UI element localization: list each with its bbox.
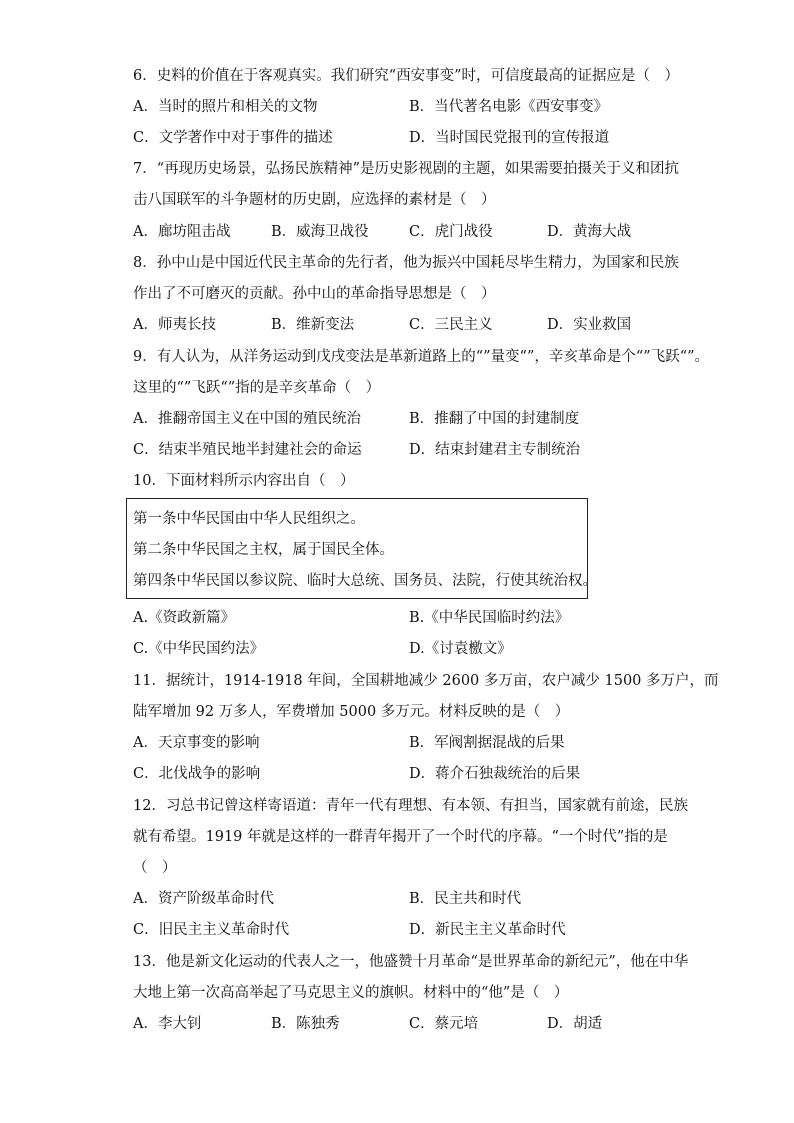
question-11-stem-line-1: 11．据统计，1914-1918 年间，全国耕地减少 2600 多万亩，农户减少 1500 多万户，而 (133, 673, 719, 689)
question-8-stem-line-1: 8．孙中山是中国近代民主革命的先行者，他为振兴中国耗尽毕生精力，为国家和民族 (133, 255, 679, 271)
question-8-option-b: B．维新变法 (271, 317, 355, 333)
question-10-option-c: C.《中华民国约法》 (133, 641, 265, 657)
question-10-option-d: D.《讨袁檄文》 (409, 641, 512, 657)
question-13-option-b: B．陈独秀 (271, 1016, 340, 1032)
material-article-1: 第一条中华民国由中华人民组织之。 (133, 511, 365, 527)
question-11-stem-line-2: 陆军增加 92 万多人，军费增加 5000 多万元。材料反映的是（ ） (133, 704, 570, 720)
question-6-option-d: D．当时国民党报刊的宣传报道 (409, 130, 610, 146)
question-8-option-c: C．三民主义 (409, 317, 493, 333)
question-12-option-d: D．新民主主义革命时代 (409, 922, 566, 938)
material-box (126, 498, 597, 599)
question-12-option-c: C．旧民主主义革命时代 (133, 922, 290, 938)
question-8-option-a: A．师夷长技 (133, 317, 216, 333)
question-12-stem-line-2: 就有希望。1919 年就是这样的一群青年揭开了一个时代的序幕。“一个时代”指的是 (133, 829, 668, 845)
question-7-option-a: A．廊坊阻击战 (133, 224, 231, 240)
question-6-option-c: C．文学著作中对于事件的描述 (133, 130, 333, 146)
question-13-option-a: A．李大钊 (133, 1016, 202, 1032)
question-13-option-c: C．蔡元培 (409, 1016, 479, 1032)
question-6-option-b: B．当代著名电影《西安事变》 (409, 99, 609, 115)
question-10-option-b: B.《中华民国临时约法》 (409, 610, 570, 626)
question-11-option-a: A．天京事变的影响 (133, 735, 260, 751)
question-12-stem-line-3: （ ） (133, 860, 177, 876)
question-12-stem-line-1: 12．习总书记曾这样寄语道：青年一代有理想、有本领、有担当，国家就有前途，民族 (133, 798, 688, 814)
question-9-option-c: C．结束半殖民地半封建社会的命运 (133, 442, 362, 458)
question-7-option-b: B．威海卫战役 (271, 224, 369, 240)
material-article-4: 第四条中华民国以参议院、临时大总统、国务员、法院，行使其统治权。 (133, 573, 597, 589)
material-article-2: 第二条中华民国之主权，属于国民全体。 (133, 542, 394, 558)
question-8-stem-line-2: 作出了不可磨灭的贡献。孙中山的革命指导思想是（ ） (133, 286, 496, 302)
question-7-stem-line-1: 7．“再现历史场景，弘扬民族精神”是历史影视剧的主题，如果需要拍摄关于义和团抗 (133, 161, 680, 177)
question-6-option-a: A．当时的照片和相关的文物 (133, 99, 318, 115)
question-9-stem-line-1: 9．有人认为，从洋务运动到戊戌变法是革新道路上的“”量变“”，辛亥革命是个“”飞跃“”。 (133, 349, 710, 365)
question-9-stem-line-2: 这里的“”飞跃“”指的是辛亥革命（ ） (133, 380, 381, 396)
question-8-option-d: D．实业救国 (547, 317, 632, 333)
question-13-stem-line-1: 13．他是新文化运动的代表人之一，他盛赞十月革命“是世界革命的新纪元”，他在中华 (133, 954, 689, 970)
question-7-option-c: C．虎门战役 (409, 224, 493, 240)
question-11-option-c: C．北伐战争的影响 (133, 766, 261, 782)
question-9-option-b: B．推翻了中国的封建制度 (409, 411, 580, 427)
question-10-stem: 10．下面材料所示内容出自（ ） (133, 473, 355, 489)
question-13-option-d: D．胡适 (547, 1016, 603, 1032)
question-7-stem-line-2: 击八国联军的斗争题材的历史剧，应选择的素材是（ ） (133, 192, 496, 208)
question-6-stem: 6．史料的价值在于客观真实。我们研究“西安事变”时，可信度最高的证据应是（ ） (133, 68, 680, 84)
question-13-stem-line-2: 大地上第一次高高举起了马克思主义的旗帜。材料中的“他”是（ ） (133, 985, 569, 1001)
question-12-option-b: B．民主共和时代 (409, 891, 522, 907)
question-11-option-d: D．蒋介石独裁统治的后果 (409, 766, 581, 782)
question-10-option-a: A.《资政新篇》 (133, 610, 236, 626)
question-12-option-a: A．资产阶级革命时代 (133, 891, 274, 907)
question-7-option-d: D．黄海大战 (547, 224, 632, 240)
question-9-option-d: D．结束封建君主专制统治 (409, 442, 581, 458)
question-11-option-b: B．军阀割据混战的后果 (409, 735, 565, 751)
question-9-option-a: A．推翻帝国主义在中国的殖民统治 (133, 411, 361, 427)
